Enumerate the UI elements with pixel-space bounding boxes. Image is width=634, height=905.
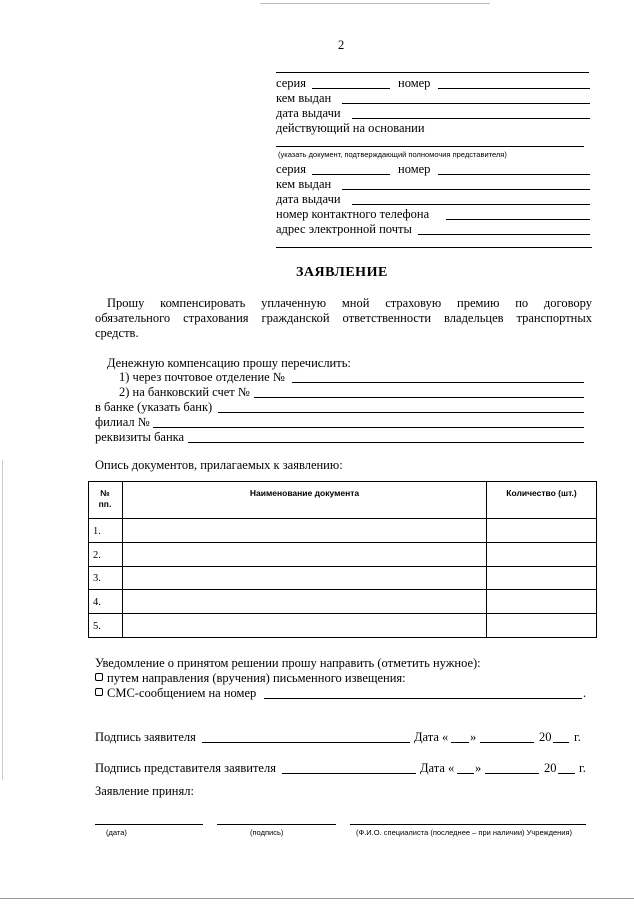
email-field[interactable] <box>418 234 590 235</box>
acting-basis-label: действующий на основании <box>276 121 425 135</box>
quote-close-2: » <box>475 761 482 775</box>
bank-account-label: 2) на банковский счет № <box>119 385 250 399</box>
divider <box>276 247 592 248</box>
rep-signature-field[interactable] <box>282 773 416 774</box>
phone-label: номер контактного телефона <box>276 207 430 221</box>
sms-number-field[interactable] <box>264 698 582 699</box>
basis-document-field[interactable] <box>276 146 584 147</box>
branch-field[interactable] <box>153 427 584 428</box>
payment-intro: Денежную компенсацию прошу перечислить: <box>107 356 351 370</box>
issued-by-field-2[interactable] <box>342 189 590 190</box>
checkbox-letter[interactable] <box>95 673 103 681</box>
series-label-2: серия <box>276 162 306 176</box>
accept-signature-field[interactable] <box>217 824 336 825</box>
applicant-signature-field[interactable] <box>202 742 410 743</box>
col-header-name: Наименование документа <box>249 488 360 498</box>
scan-edge <box>2 460 3 780</box>
document-title: ЗАЯВЛЕНИЕ <box>296 265 388 280</box>
series-field[interactable] <box>312 88 390 89</box>
notify-option-letter[interactable]: путем направления (вручения) письменного извещения: <box>95 671 406 685</box>
phone-field[interactable] <box>446 219 590 220</box>
year-suffix-2: г. <box>579 761 586 775</box>
date-label: Дата « <box>414 730 449 744</box>
row-number: 4. <box>93 597 101 608</box>
documents-table <box>88 481 596 637</box>
year-field-2[interactable] <box>558 773 575 774</box>
accept-date-field[interactable] <box>95 824 203 825</box>
issue-date-field[interactable] <box>352 118 590 119</box>
basis-hint: (указать документ, подтверждающий полномочия представителя) <box>278 150 507 159</box>
number-label: номер <box>398 76 431 90</box>
body-line-1: Прошу компенсировать уплаченную мной страховую премию по договору <box>107 296 592 310</box>
year-suffix: г. <box>574 730 581 744</box>
row-number: 3. <box>93 573 101 584</box>
series-label: серия <box>276 76 306 90</box>
year-prefix: 20 <box>539 730 552 744</box>
post-office-field[interactable] <box>292 382 584 383</box>
issue-date-label-2: дата выдачи <box>276 192 341 206</box>
day-field[interactable] <box>451 742 469 743</box>
col-header-no: № пп. <box>98 488 112 509</box>
caption-name: (Ф.И.О. специалиста (последнее – при наличии) Учреждения) <box>356 828 573 837</box>
post-office-label: 1) через почтовое отделение № <box>119 370 285 384</box>
issue-date-field-2[interactable] <box>352 204 590 205</box>
issued-by-label: кем выдан <box>276 91 332 105</box>
row-number: 2. <box>93 550 101 561</box>
bank-field[interactable] <box>218 412 584 413</box>
caption-signature: (подпись) <box>250 828 284 837</box>
end-dot: . <box>583 686 587 700</box>
number-field-2[interactable] <box>438 174 590 175</box>
year-prefix-2: 20 <box>544 761 557 775</box>
body-line-3: средств. <box>95 326 139 340</box>
applicant-signature-label: Подпись заявителя <box>95 730 196 744</box>
col-header-qty: Количество (шт.) <box>506 488 577 498</box>
rep-signature-label: Подпись представителя заявителя <box>95 761 276 775</box>
page-number: 2 <box>338 38 345 52</box>
bank-label: в банке (указать банк) <box>95 400 213 414</box>
docs-intro: Опись документов, прилагаемых к заявлению: <box>95 458 343 472</box>
body-line-2: обязательного страхования гражданской ответственности владельцев транспортных <box>95 311 592 325</box>
accept-name-field[interactable] <box>350 824 586 825</box>
branch-label: филиал № <box>95 415 150 429</box>
issued-by-field[interactable] <box>342 103 590 104</box>
quote-close: » <box>470 730 477 744</box>
email-label: адрес электронной почты <box>276 222 412 236</box>
series-field-2[interactable] <box>312 174 390 175</box>
notify-intro: Уведомление о принятом решении прошу направить (отметить нужное): <box>95 656 481 670</box>
scan-edge <box>260 3 490 4</box>
bank-account-field[interactable] <box>254 397 584 398</box>
issue-date-label: дата выдачи <box>276 106 341 120</box>
row-number: 1. <box>93 526 101 537</box>
bank-details-field[interactable] <box>188 442 584 443</box>
month-field[interactable] <box>480 742 534 743</box>
checkbox-sms[interactable] <box>95 688 103 696</box>
divider <box>276 72 589 73</box>
row-number: 5. <box>93 621 101 632</box>
bank-details-label: реквизиты банка <box>95 430 185 444</box>
notify-option-sms[interactable]: СМС-сообщением на номер <box>95 686 256 700</box>
caption-date: (дата) <box>106 828 127 837</box>
day-field-2[interactable] <box>457 773 474 774</box>
year-field[interactable] <box>553 742 569 743</box>
issued-by-label-2: кем выдан <box>276 177 332 191</box>
number-field[interactable] <box>438 88 590 89</box>
scan-edge <box>0 898 634 899</box>
month-field-2[interactable] <box>485 773 539 774</box>
accepted-label: Заявление принял: <box>95 784 194 798</box>
date-label-2: Дата « <box>420 761 455 775</box>
number-label-2: номер <box>398 162 431 176</box>
